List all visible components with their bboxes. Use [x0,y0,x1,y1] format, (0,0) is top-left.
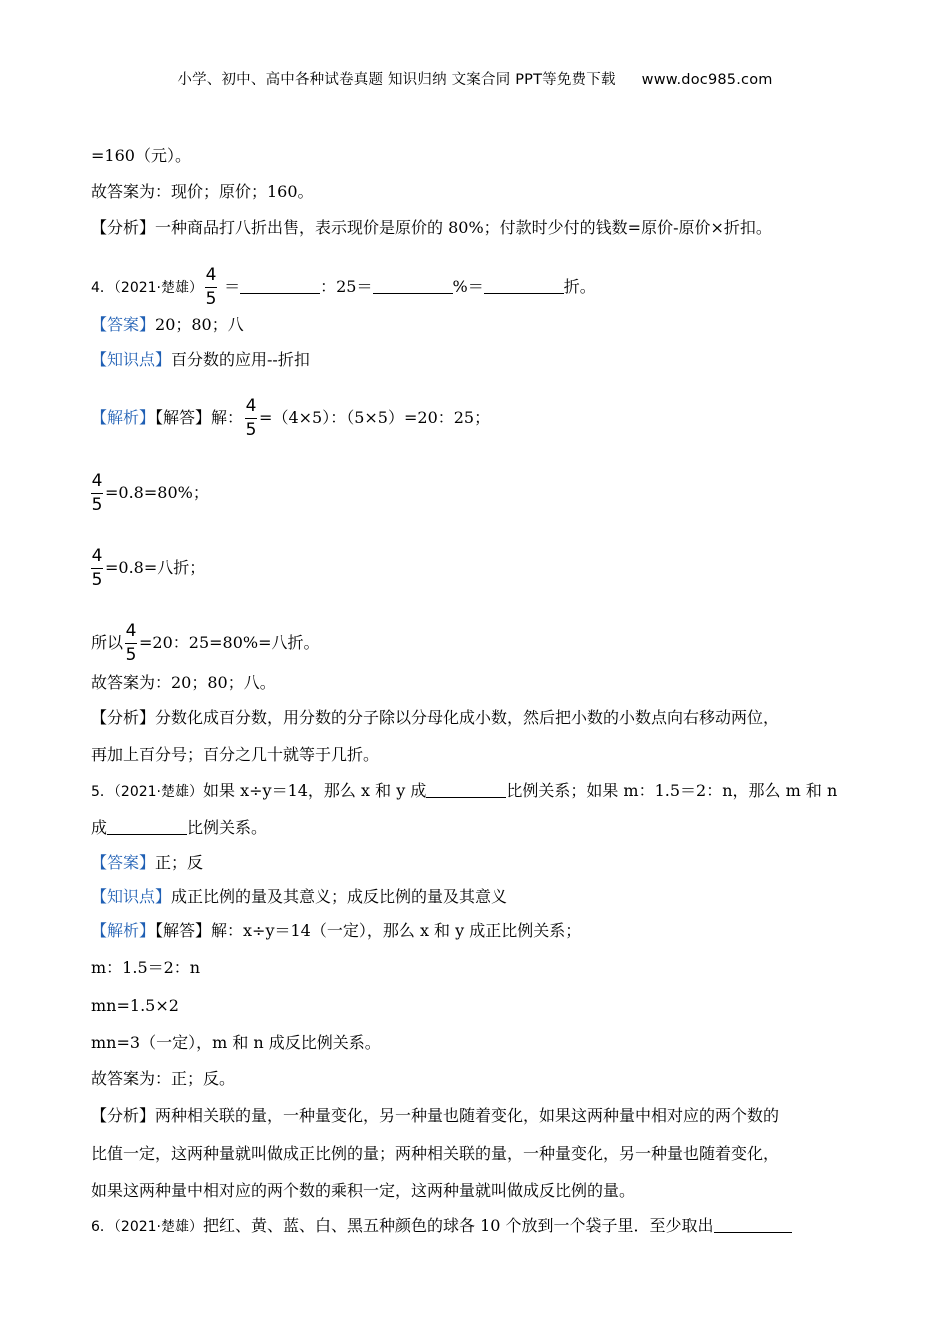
question-text: 成 [91,818,108,837]
fraction [245,397,257,440]
analysis-label: 【分析】 [91,708,156,727]
q5-answer [91,853,203,873]
answer-label: 【答案】 [91,853,156,872]
solution-text: =0.8=80%； [105,483,209,502]
fraction [91,472,103,515]
question-source: （2021·楚雄） [113,1219,204,1235]
ratio-text: ：25＝ [320,277,373,296]
answer-blank[interactable] [240,277,320,294]
question-number: 5． [91,784,114,800]
fraction-bar [91,493,103,494]
fraction-denominator: 5 [125,645,137,665]
q4-analysis-1 [91,708,779,728]
question-6 [91,1216,792,1237]
jiexi-label: 【解析】 [91,921,156,940]
solution-text: =（4×5）：（5×5）=20：25； [259,408,491,427]
solution-text: =0.8=八折； [105,558,206,577]
fraction-bar [205,287,217,288]
fraction-bar [245,418,257,419]
prev-line-1: =160（元）。 [91,146,191,165]
q4-final-answer: 故答案为：20；80；八。 [91,673,276,692]
jiexi-label: 【解析】 [91,408,156,427]
q5-solution-1 [91,921,581,941]
answer-blank[interactable] [714,1216,792,1233]
percent-text: %＝ [452,277,484,296]
question-5-cont [91,818,267,838]
answer-blank[interactable] [373,277,453,294]
page-header [0,68,950,89]
answer-blank[interactable] [426,781,506,798]
q5-solution-2: m：1.5＝2：n [91,958,201,977]
q5-final-answer: 故答案为：正；反。 [91,1069,236,1088]
question-source: （2021·楚雄） [113,280,204,296]
fraction [205,266,217,309]
fraction-numerator: 4 [91,546,103,566]
solution-prefix: 所以 [91,633,124,652]
fraction [91,547,103,590]
fraction-bar [91,568,103,569]
q4-knowledge [91,350,310,370]
analysis-text: 两种相关联的量，一种量变化，另一种量也随着变化，如果这两种量中相对应的两个数的 [155,1106,780,1125]
question-number: 6． [91,1219,114,1235]
q5-solution-3: mn=1.5×2 [91,996,179,1015]
q5-analysis-3: 如果这两种量中相对应的两个数的乘积一定，这两种量就叫做成反比例的量。 [91,1181,636,1200]
analysis-text: 分数化成百分数，用分数的分子除以分母化成小数，然后把小数的小数点向右移动两位， [155,708,780,727]
answer-text: 20；80；八 [155,315,244,334]
q4-solution-2 [91,472,209,515]
knowledge-label: 【知识点】 [91,887,172,906]
solution-text: =20：25=80%=八折。 [139,633,320,652]
q5-knowledge [91,887,507,907]
answer-blank[interactable] [107,818,187,835]
fraction [125,622,137,665]
question-source: （2021·楚雄） [113,784,204,800]
question-5 [91,781,837,802]
q4-solution-3 [91,547,205,590]
fraction-denominator: 5 [91,495,103,515]
fraction-numerator: 4 [91,471,103,491]
question-4 [91,266,596,309]
fraction-numerator: 4 [245,396,257,416]
q4-solution-1 [91,397,490,440]
header-url[interactable]: www.doc985.com [641,72,773,88]
jieda-label: 【解答】 [155,921,212,940]
equals-sign: ＝ [224,277,241,296]
q4-solution-4 [91,622,320,665]
q5-analysis-2: 比值一定，这两种量就叫做成正比例的量；两种相关联的量，一种量变化，另一种量也随着变化， [91,1144,780,1163]
analysis-text: 一种商品打八折出售，表示现价是原价的 80%；付款时少付的钱数=原价-原价×折扣。 [155,218,772,237]
header-text: 小学、初中、高中各种试卷真题 知识归纳 文案合同 PPT等免费下载 [177,72,616,88]
answer-label: 【答案】 [91,315,156,334]
q5-solution-4: mn=3（一定），m 和 n 成反比例关系。 [91,1033,381,1052]
question-number: 4． [91,280,114,296]
prev-line-2: 故答案为：现价；原价；160。 [91,182,314,201]
knowledge-text: 成正比例的量及其意义；成反比例的量及其意义 [171,887,508,906]
question-text: 比例关系；如果 m：1.5＝2：n，那么 m 和 n [506,781,838,800]
q5-analysis-1 [91,1106,779,1126]
question-text: 比例关系。 [187,818,268,837]
prev-analysis [91,218,772,238]
q4-answer [91,315,244,335]
jieda-label: 【解答】 [155,408,212,427]
solution-text: 解：x÷y＝14（一定），那么 x 和 y 成正比例关系； [211,921,582,940]
answer-text: 正；反 [155,853,204,872]
question-text: 如果 x÷y＝14，那么 x 和 y 成 [203,781,427,800]
answer-blank[interactable] [484,277,564,294]
question-text: 把红、黄、蓝、白、黑五种颜色的球各 10 个放到一个袋子里．至少取出 [203,1216,714,1235]
fraction-denominator: 5 [245,420,257,440]
fraction-numerator: 4 [125,621,137,641]
knowledge-text: 百分数的应用--折扣 [171,350,310,369]
zhe-text: 折。 [563,277,596,296]
fraction-numerator: 4 [205,265,217,285]
analysis-label: 【分析】 [91,218,156,237]
fraction-bar [125,643,137,644]
q4-analysis-2: 再加上百分号；百分之几十就等于几折。 [91,745,380,764]
analysis-label: 【分析】 [91,1106,156,1125]
knowledge-label: 【知识点】 [91,350,172,369]
fraction-denominator: 5 [205,289,217,309]
solution-prefix: 解： [211,408,244,427]
fraction-denominator: 5 [91,570,103,590]
